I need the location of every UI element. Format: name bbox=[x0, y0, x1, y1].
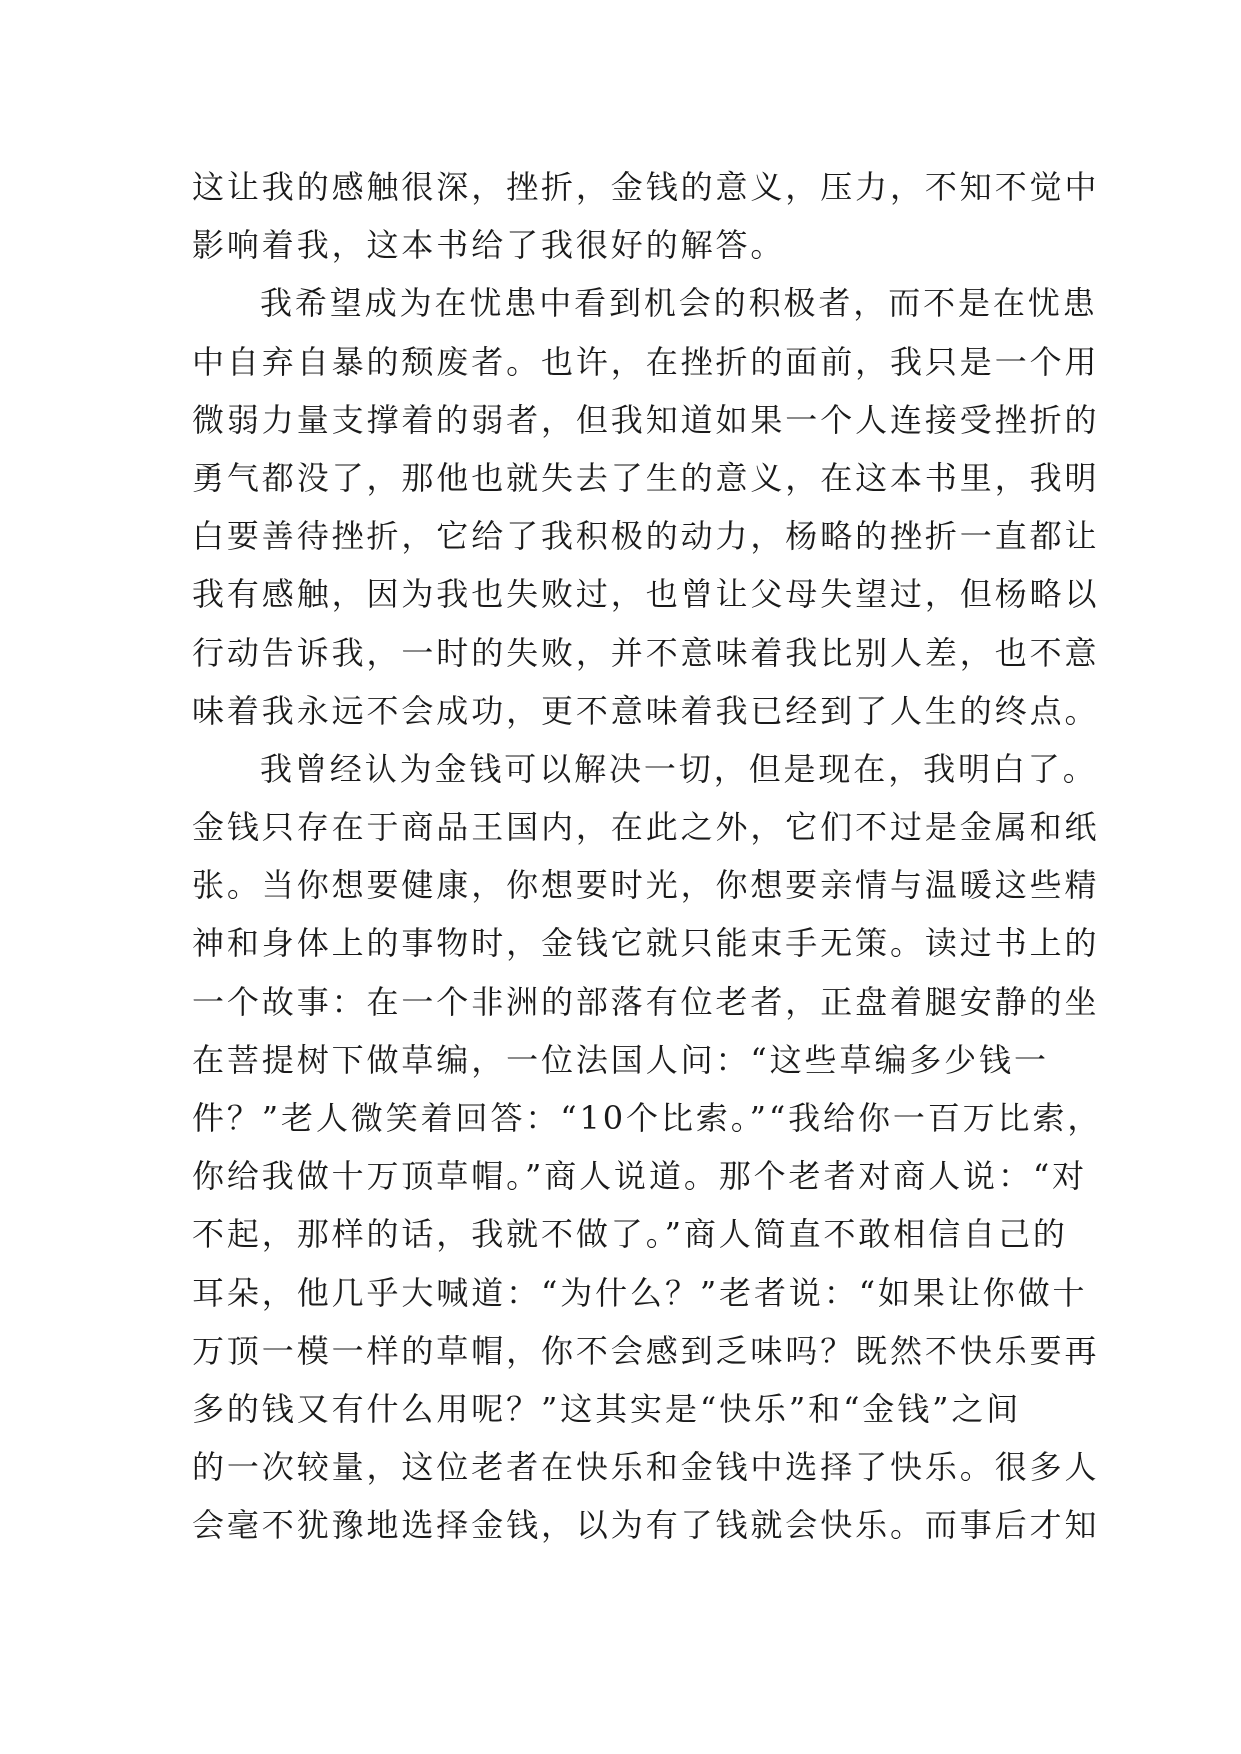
body-text bbox=[192, 158, 1103, 1555]
text-line: 你给我做十万顶草帽。”商人说道。那个老者对商人说：“对 bbox=[192, 1157, 1088, 1196]
text-line: 耳朵，他几乎大喊道：“为什么？”老者说：“如果让你做十 bbox=[192, 1273, 1088, 1312]
text-line: 影响着我，这本书给了我很好的解答。 bbox=[192, 226, 786, 265]
text-line: 件？”老人微笑着回答：“10个比索。”“我给你一百万比索， bbox=[192, 1099, 1103, 1137]
text-line: 微弱力量支撑着的弱者，但我知道如果一个人连接受挫折的 bbox=[192, 400, 1100, 439]
text-line: 神和身体上的事物时，金钱它就只能束手无策。读过书上的 bbox=[192, 924, 1100, 963]
paragraph-start-line: 我曾经认为金钱可以解决一切，但是现在，我明白了。 bbox=[260, 749, 1098, 788]
text-line: 万顶一模一样的草帽，你不会感到乏味吗？既然不快乐要再 bbox=[192, 1331, 1100, 1370]
text-line: 味着我永远不会成功，更不意味着我已经到了人生的终点。 bbox=[192, 691, 1100, 730]
text-line: 我有感触，因为我也失败过，也曾让父母失望过，但杨略以 bbox=[192, 575, 1100, 614]
text-line: 金钱只存在于商品王国内，在此之外，它们不过是金属和纸 bbox=[192, 808, 1100, 847]
text-line: 在菩提树下做草编，一位法国人问：“这些草编多少钱一 bbox=[192, 1040, 1049, 1079]
text-line: 会毫不犹豫地选择金钱，以为有了钱就会快乐。而事后才知 bbox=[192, 1506, 1100, 1545]
text-line: 白要善待挫折，它给了我积极的动力，杨略的挫折一直都让 bbox=[192, 517, 1100, 556]
text-line: 一个故事：在一个非洲的部落有位老者，正盘着腿安静的坐 bbox=[192, 982, 1100, 1021]
text-line: 不起，那样的话，我就不做了。”商人简直不敢相信自己的 bbox=[192, 1215, 1068, 1254]
text-line: 勇气都没了，那他也就失去了生的意义，在这本书里，我明 bbox=[192, 458, 1100, 497]
text-line: 张。当你想要健康，你想要时光，你想要亲情与温暖这些精 bbox=[192, 866, 1100, 905]
text-line: 中自弃自暴的颓废者。也许，在挫折的面前，我只是一个用 bbox=[192, 342, 1100, 381]
text-line: 这让我的感触很深，挫折，金钱的意义，压力，不知不觉中 bbox=[192, 168, 1100, 206]
paragraph-start-line: 我希望成为在忧患中看到机会的积极者，而不是在忧患 bbox=[260, 284, 1098, 323]
text-line: 的一次较量，这位老者在快乐和金钱中选择了快乐。很多人 bbox=[192, 1448, 1100, 1487]
text-line: 多的钱又有什么用呢？”这其实是“快乐”和“金钱”之间 bbox=[192, 1389, 1022, 1428]
text-line: 行动告诉我，一时的失败，并不意味着我比别人差，也不意 bbox=[192, 633, 1100, 672]
